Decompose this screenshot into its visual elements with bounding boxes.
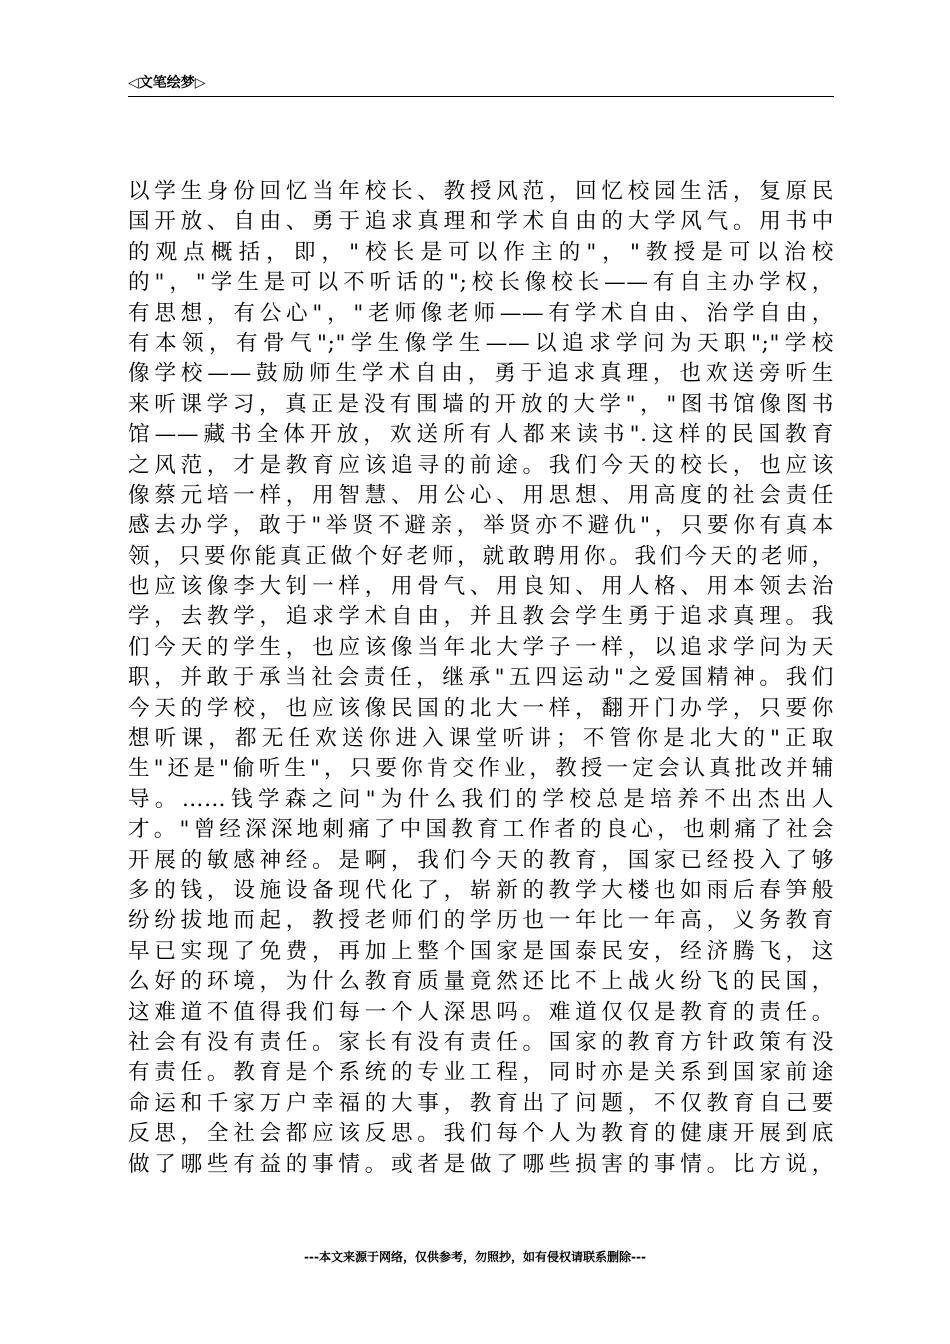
paragraph-line: 多的钱，设施设备现代化了，崭新的教学大楼也如雨后春笋般 (128, 877, 834, 903)
paragraph-line: 们今天的学生，也应该像当年北大学子一样，以追求学问为天 (128, 634, 834, 660)
paragraph-line: 反思，全社会都应该反思。我们每个人为教育的健康开展到底 (128, 1121, 834, 1147)
paragraph-line: 做了哪些有益的事情。或者是做了哪些损害的事情。比方说， (128, 1151, 834, 1177)
paragraph-line: 有责任。教育是个系统的专业工程，同时亦是关系到国家前途 (128, 1060, 834, 1086)
paragraph-line: 馆——藏书全体开放，欢送所有人都来读书".这样的民国教育 (128, 422, 834, 448)
paragraph-line: 社会有没有责任。家长有没有责任。国家的教育方针政策有没 (128, 1029, 834, 1055)
paragraph-line: 这难道不值得我们每一个人深思吗。难道仅仅是教育的责任。 (128, 999, 834, 1025)
header-title: 文笔绘梦 (138, 75, 195, 91)
paragraph-line: 导。……钱学森之问"为什么我们的学校总是培养不出杰出人 (128, 786, 834, 812)
document-body (128, 177, 834, 1180)
paragraph-line: 早已实现了免费，再加上整个国家是国泰民安，经济腾飞，这 (128, 938, 834, 964)
paragraph-line: 领，只要你能真正做个好老师，就敢聘用你。我们今天的老师， (128, 543, 834, 569)
paragraph-line: 么好的环境，为什么教育质量竟然还比不上战火纷飞的民国， (128, 969, 834, 995)
paragraph-line: 有本领，有骨气";"学生像学生——以追求学问为天职";"学校 (128, 330, 834, 356)
paragraph-line: 国开放、自由、勇于追求真理和学术自由的大学风气。用书中 (128, 209, 834, 235)
paragraph-line: 才。"曾经深深地刺痛了中国教育工作者的良心，也刺痛了社会 (128, 817, 834, 843)
footer-notice: ---本文来源于网络，仅供参考，勿照抄，如有侵权请联系删除--- (304, 1250, 646, 1264)
paragraph-line: 也应该像李大钊一样，用骨气、用良知、用人格、用本领去治 (128, 574, 834, 600)
paragraph-line: 想听课，都无任欢送你进入课堂听讲；不管你是北大的"正取 (128, 726, 834, 752)
paragraph-line: 有思想，有公心"，"老师像老师——有学术自由、治学自由， (128, 300, 834, 326)
paragraph-line: 之风范，才是教育应该追寻的前途。我们今天的校长，也应该 (128, 452, 834, 478)
paragraph-line: 纷纷拔地而起，教授老师们的学历也一年比一年高，义务教育 (128, 908, 834, 934)
header-divider (128, 96, 834, 97)
paragraph-line: 今天的学校，也应该像民国的北大一样，翻开门办学，只要你 (128, 695, 834, 721)
paragraph-line: 像学校——鼓励师生学术自由，勇于追求真理，也欢送旁听生 (128, 361, 834, 387)
paragraph-line: 的"，"学生是可以不听话的";校长像校长——有自主办学权， (128, 270, 834, 296)
paragraph-line: 感去办学，敢于"举贤不避亲，举贤亦不避仇"，只要你有真本 (128, 513, 834, 539)
paragraph-line: 来听课学习，真正是没有围墙的开放的大学"，"图书馆像图书 (128, 391, 834, 417)
paragraph-line: 开展的敏感神经。是啊，我们今天的教育，国家已经投入了够 (128, 847, 834, 873)
right-triangle-icon: ▷ (194, 75, 206, 91)
paragraph-line: 命运和千家万户幸福的大事，教育出了问题，不仅教育自己要 (128, 1090, 834, 1116)
paragraph-line: 职，并敢于承当社会责任，继承"五四运动"之爱国精神。我们 (128, 665, 834, 691)
paragraph-line: 像蔡元培一样，用智慧、用公心、用思想、用高度的社会责任 (128, 482, 834, 508)
paragraph-line: 学，去教学，追求学术自由，并且教会学生勇于追求真理。我 (128, 604, 834, 630)
left-triangle-icon: ◁ (128, 75, 139, 91)
page-header (128, 73, 206, 93)
paragraph-line: 的观点概括，即，"校长是可以作主的"，"教授是可以治校 (128, 239, 834, 265)
paragraph-line: 生"还是"偷听生"，只要你肯交作业，教授一定会认真批改并辅 (128, 756, 834, 782)
paragraph-line: 以学生身份回忆当年校长、教授风范，回忆校园生活，复原民 (128, 179, 834, 204)
